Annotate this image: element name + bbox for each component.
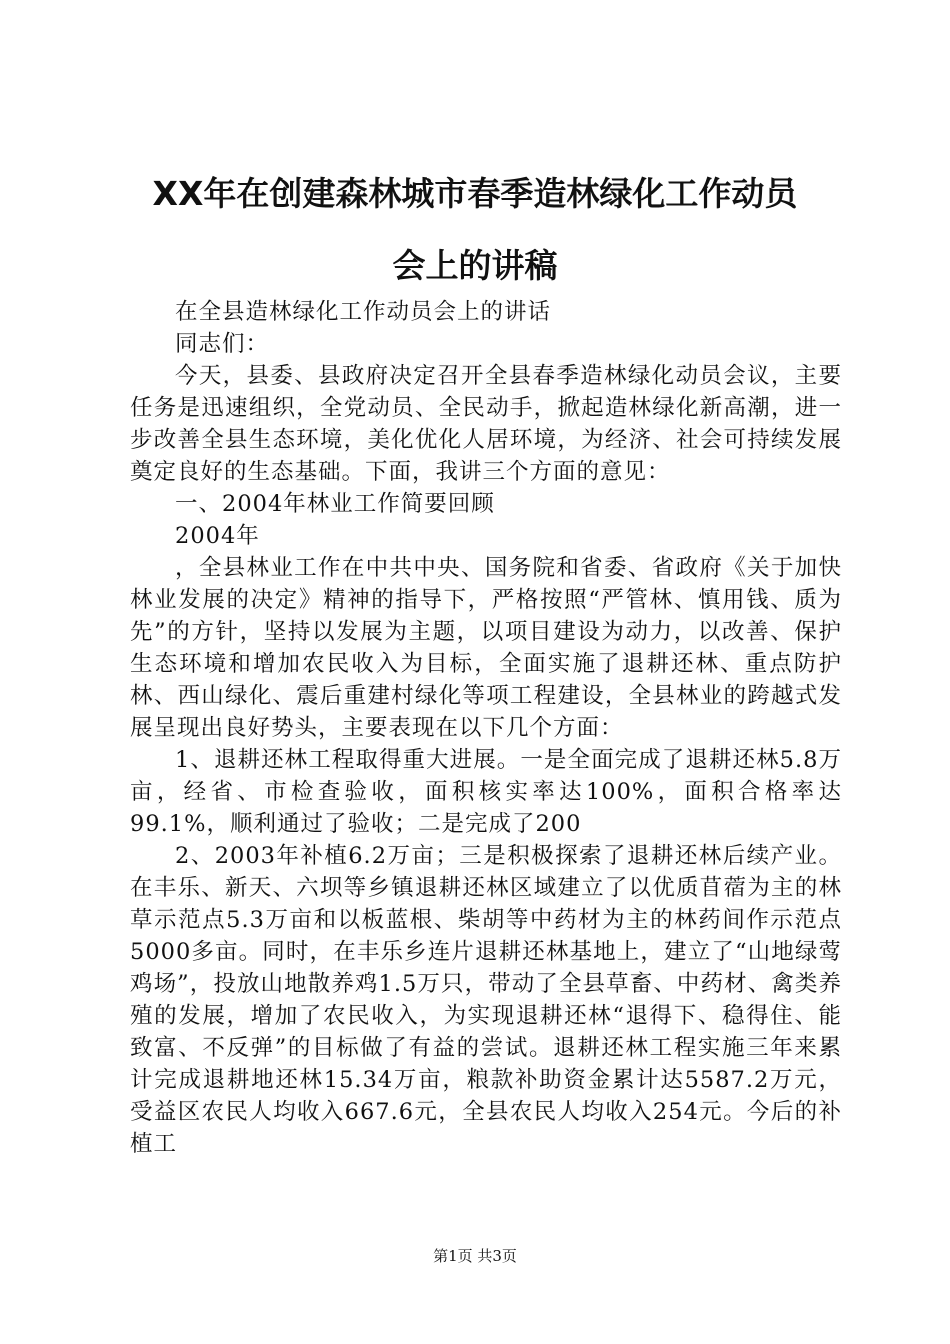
paragraph: 一、2004年林业工作简要回顾 bbox=[175, 491, 495, 517]
page-footer: 第1页 共3页 bbox=[433, 1247, 517, 1265]
paragraph: 1、退耕还林工程取得重大进展。一是全面完成了退耕还林5.8万亩，经省、市检查验收，面积核实率达100%，面积合格率达99.1%，顺利通过了验收；二是完成了200 bbox=[130, 747, 842, 837]
title-line-1: XX年在创建森林城市春季造林绿化工作动员 bbox=[152, 174, 798, 213]
page-title bbox=[110, 158, 840, 302]
paragraph: 在全县造林绿化工作动员会上的讲话 bbox=[175, 299, 552, 325]
paragraph: 今天，县委、县政府决定召开全县春季造林绿化动员会议，主要任务是迅速组织，全党动员、全民动手，掀起造林绿化新高潮，进一步改善全县生态环境，美化优化人居环境，为经济、社会可持续发展奠定良好的生态基础。下面，我讲三个方面的意见： bbox=[130, 363, 842, 485]
document-body bbox=[130, 296, 842, 1160]
paragraph: 2、2003年补植6.2万亩；三是积极探索了退耕还林后续产业。在丰乐、新天、六坝等乡镇退耕还林区域建立了以优质苜蓿为主的林草示范点5.3万亩和以板蓝根、柴胡等中药材为主的林药间作示范点5000多亩。同时，在丰乐乡连片退耕还林基地上，建立了“山地绿莺鸡场”，投放山地散养鸡1.5万只，带动了全县草畜、中药材、禽类养殖的发展，增加了农民收入，为实现退耕还林“退得下、稳得住、能致富、不反弹”的目标做了有益的尝试。退耕还林工程实施三年来累计完成退耕地还林15.34万亩，粮款补助资金累计达5587.2万元，受益区农民人均收入667.6元，全县农民人均收入254元。今后的补植工 bbox=[130, 843, 842, 1157]
paragraph: ，全县林业工作在中共中央、国务院和省委、省政府《关于加快林业发展的决定》精神的指导下，严格按照“严管林、慎用钱、质为先”的方针，坚持以发展为主题，以项目建设为动力，以改善、保护生态环境和增加农民收入为目标，全面实施了退耕还林、重点防护林、西山绿化、震后重建村绿化等项工程建设，全县林业的跨越式发展呈现出良好势头，主要表现在以下几个方面： bbox=[130, 555, 842, 741]
paragraph: 同志们： bbox=[175, 331, 270, 357]
paragraph: 2004年 bbox=[175, 523, 260, 549]
title-line-2: 会上的讲稿 bbox=[392, 246, 558, 285]
